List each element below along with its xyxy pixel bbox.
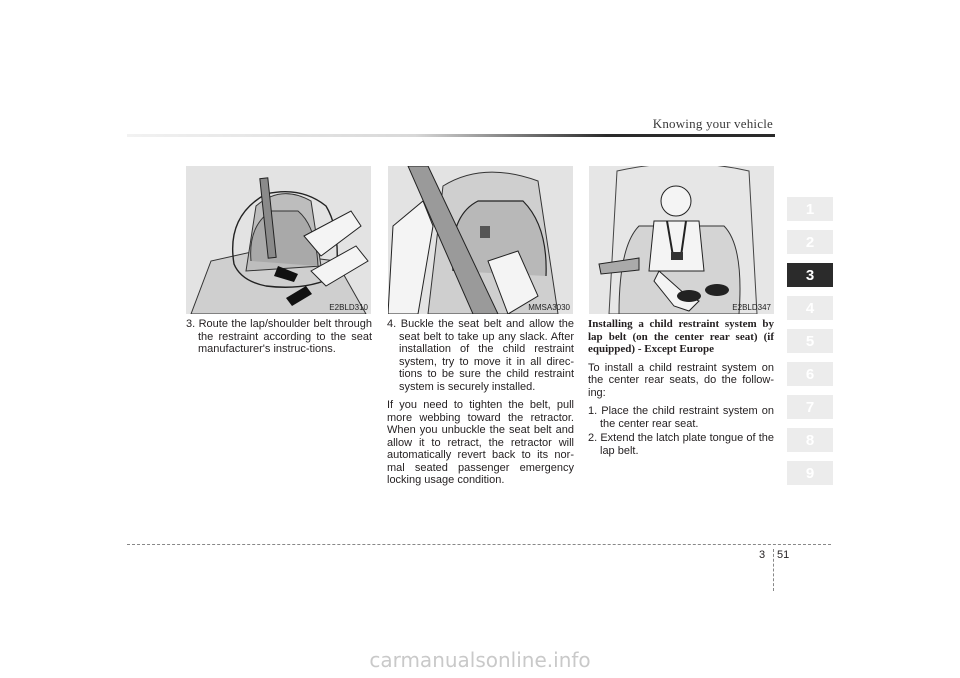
chapter-tab-4[interactable]: 4 [787, 296, 833, 320]
column-3 [588, 318, 774, 463]
figure-center-seat [589, 166, 774, 314]
page-number: 51 [777, 549, 790, 561]
chapter-tab-9[interactable]: 9 [787, 461, 833, 485]
child-in-center-rear-seat-illustration [589, 166, 774, 314]
step-4-text: 4. Buckle the seat belt and allow the seat belt to take up any slack. After installation of the child restraint system, try to move it in all direc-tions to be sure the child restraint system is securely installed. [387, 318, 574, 393]
figure-buckling [388, 166, 573, 314]
intro-paragraph: To install a child restraint system on the center rear seats, do the follow-ing: [588, 361, 774, 399]
step-3-text: 3. Route the lap/shoulder belt through the restraint according to the seat manufacturer's instruc-tions. [186, 318, 372, 355]
chapter-tabs [787, 197, 833, 494]
watermark: carmanualsonline.info [369, 648, 591, 672]
chapter-tab-5[interactable]: 5 [787, 329, 833, 353]
section-title: Knowing your vehicle [652, 116, 773, 131]
chapter-tab-6[interactable]: 6 [787, 362, 833, 386]
chapter-tab-2[interactable]: 2 [787, 230, 833, 254]
figure-belt-routing [186, 166, 371, 314]
chapter-tab-8[interactable]: 8 [787, 428, 833, 452]
chapter-tab-1[interactable]: 1 [787, 197, 833, 221]
chapter-tab-3[interactable]: 3 [787, 263, 833, 287]
column-1 [186, 318, 372, 362]
column-2 [387, 318, 574, 493]
buckling-seat-belt-illustration [388, 166, 573, 314]
figure-code: MMSA3030 [528, 303, 570, 312]
chapter-number: 3 [759, 549, 766, 561]
footer-rule [127, 544, 831, 545]
footer-divider [773, 549, 774, 591]
step-2-text: 2. Extend the latch plate tongue of the lap belt. [588, 432, 774, 457]
chapter-tab-7[interactable]: 7 [787, 395, 833, 419]
section-heading: Installing a child restraint system by lap belt (on the center rear seat) (if equipped) - Except Europe [588, 318, 774, 355]
tighten-belt-paragraph: If you need to tighten the belt, pull more webbing toward the retractor. When you unbuckle the seat belt and allow it to retract, the retractor will automatically revert back to its nor-mal seated passenger emergency locking usage condition. [387, 399, 574, 486]
child-seat-belt-routing-illustration [186, 166, 371, 314]
figure-code: E2BLD347 [732, 303, 771, 312]
step-1-text: 1. Place the child restraint system on the center rear seat. [588, 405, 774, 430]
figure-code: E2BLD310 [329, 303, 368, 312]
header-rule-fade [127, 134, 607, 137]
